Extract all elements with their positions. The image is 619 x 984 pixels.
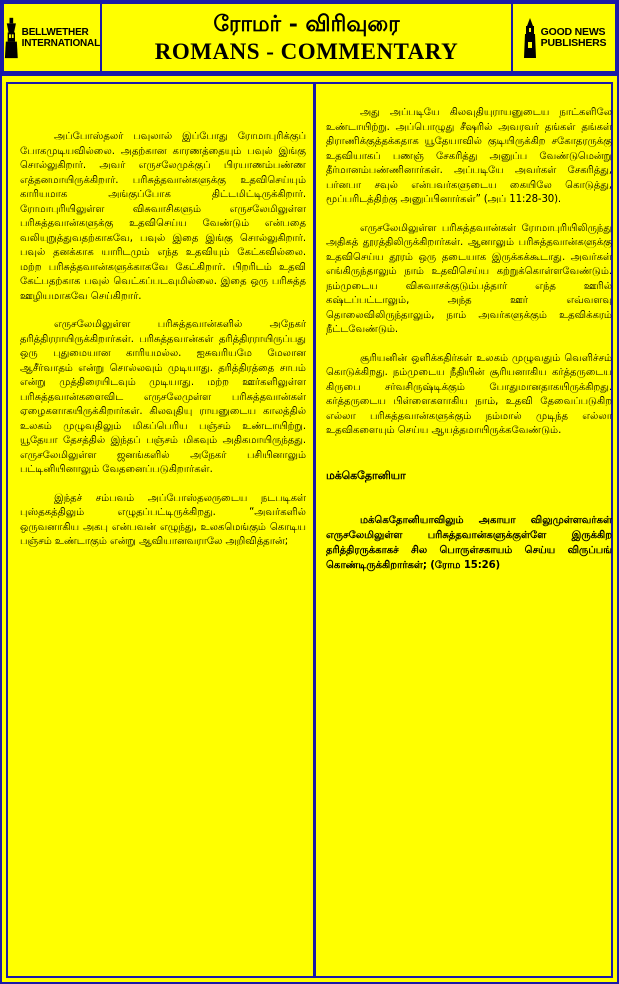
left-paragraph-1: அப்போஸ்தலர் பவுலால் இப்போது ரோமாபுரிக்குப் போகமுடியவில்லை. அதற்கான காரணத்தையும் பவுல் இங்கு சொல்லுகிறார். அவர் எருசலேமுக்குப் பிரயாணம்பண்ண எத்தனமாயிருக்கிறார். பரிசுத்தவான்களுக்கு உதவிசெய்யும் காரியமாக அங்குப்போக திட்டமிட்டிருக்கிறார். ரோமாபுரியிலுள்ள விசுவாசிகளும் எருசலேமிலுள்ள பரிசுத்தவான்களுக்கு உதவிசெய்ய வேண்டும் என்பதை வலியுறுத்துவதற்காகவே, பவுல் இதை இங்கு சொல்லுகிறார். பவுல் தனக்காக யாரிடமும் எந்த உதவியும் கேட்கவில்லை. மற்ற பரிசுத்தவான்களுக்காகவே கேட்கிறார். பிறரிடம் உதவி கேட்பதற்காக பவுல் வெட்கப்படவுமில்லை. இதை ஒரு பரிசுத்த ஊழியமாகவே செய்கிறார். [20, 131, 306, 302]
tower-icon [522, 18, 538, 58]
page-title-tamil: ரோமர் - விரிவுரை [213, 10, 400, 37]
right-paragraph-1: அது அப்படியே கிலவுதியுராயனுடைய நாட்களிலே உண்டாயிற்று. அப்பொழுது சீஷரில் அவரவர் தங்கள் தங்கள் திராணிக்குத்தக்கதாக யூதேயாவில் குடியிருக்கிற சகோதரருக்கு உதவியாகப் பணஞ் சேகரித்து அனுப்ப வேண்டுமென்று தீர்மானம்பண்ணினார்கள். அப்படியே அவர்கள் சேகரித்து, பர்னபா சவுல் என்பவர்களுடைய கையிலே கொடுத்து, மூப்பரிடத்திற்கு அனுப்பினார்கள்” (அப் 11:28-30). [326, 107, 612, 205]
left-paragraph-3: இந்தச் சம்பவம் அப்போஸ்தலருடைய நடபடிகள் புஸ்தகத்திலும் எழுதப்பட்டிருக்கிறது. “அவர்களில் ஒருவனாகிய அகபு என்பவன் எழுந்து, உலகமெங்கும் கொடிய பஞ்சம் உண்டாகும் என்று ஆவியானவராலே அறிவித்தான்; [20, 492, 306, 547]
good-news-logo-text [541, 27, 607, 49]
scripture-quote: மக்கெதோனியாவிலும் அகாயா விலுமுள்ளவர்கள் எருசலேமிலுள்ள பரிசுத்தவான்களுக்குள்ளே இருக்கிற தரித்திரருக்காகச் சில பொருள்சகாயம் செய்ய விருப்பங் கொண்டிருக்கிறார்கள்; (ரோம 15:26) [326, 515, 612, 571]
right-column [326, 84, 612, 573]
bellwether-logo-line2: INTERNATIONAL [21, 37, 100, 49]
page-title-english: ROMANS - COMMENTARY [154, 38, 459, 64]
good-news-logo-line1: GOOD NEWS [540, 25, 606, 38]
title-block [102, 2, 511, 73]
right-paragraph-2: எருசலேமிலுள்ள பரிசுத்தவான்கள் ரோமாபுரியிலிருந்து அதிகத் தூரத்திலிருக்கிறார்கள். ஆனாலும் பரிசுத்தவான்களுக்கு உதவிசெய்ய தூரம் ஒரு தடையாக இருக்கக்கூடாது. அவர்கள் எங்கிருந்தாலும் நாம் உதவிசெய்ய கற்றுக்கொள்ளவேண்டும். நம்முடைய விசுவாசக்குடும்பத்தார் எந்த ஊரில் கஷ்டப்பட்டாலும், அந்த ஊர் எவ்வளவு தொலைவிலிருந்தாலும், நாம் அவர்களுக்கும் உதவிக்கரம் நீட்டவேண்டும். [326, 222, 612, 335]
section-heading: மக்கெதோனியா [326, 468, 406, 482]
good-news-logo [511, 2, 617, 73]
good-news-logo-line2: PUBLISHERS [540, 36, 607, 49]
bellwether-logo-text [22, 27, 100, 49]
right-paragraph-3: சூரியனின் ஒளிக்கதிர்கள் உலகம் முழுவதும் வெளிச்சம் கொடுக்கிறது. நம்முடைய நீதியின் சூரியனாகிய கர்த்தருடைய கிருபை சர்வசிருஷ்டிக்கும் போதுமானதாகயிருக்கிறது. கர்த்தருடைய பிள்ளைகளாகிய நாம், உதவி தேவைப்படுகிற எல்லா பரிசுத்தவான்களுக்கும் நம்மால் முடிந்த எல்லா உதவிகளையும் செய்ய ஆயத்தமாயிருக்கவேண்டும். [326, 352, 612, 436]
content-frame [6, 82, 613, 978]
left-column [20, 84, 306, 564]
header [2, 2, 617, 76]
bellwether-logo [2, 2, 102, 73]
column-divider [313, 84, 316, 976]
left-paragraph-2: எருசலேமிலுள்ள பரிசுத்தவான்களில் அநேகர் தரித்திரராயிருக்கிறார்கள். பரிசுத்தவான்கள் தரித்திரராயிருப்பது ஒரு புதுமையான காரியமல்ல. ஐசுவரியமே மேலான ஆசீர்வாதம் என்று சொல்லவும் முடியாது. தரித்திரத்தை சாபம் என்று முத்திரையிடவும் முடியாது. மற்ற ஊர்களிலுள்ள பரிசுத்தவான்களைவிட எருசலேமுள்ள பரிசுத்தவான்கள் ஏழைகளாகயிருக்கிறார்கள். கிலவுதியு ராயனுடைய காலத்தில் உலகம் முழுவதிலும் மிகப்பெரிய பஞ்சம் உண்டாயிற்று. யூதேயா தேசத்தில் இந்தப் பஞ்சம் மிகவும் அதிகமாயிருந்தது. எருசலேமிலுள்ள ஜனங்களில் அநேகர் பசியினாலும் பட்டினியினாலும் வேதனைப்படுகிறார்கள். [20, 319, 306, 475]
bellwether-logo-line1: BELLWETHER [21, 26, 89, 38]
bell-tower-icon [4, 16, 19, 60]
